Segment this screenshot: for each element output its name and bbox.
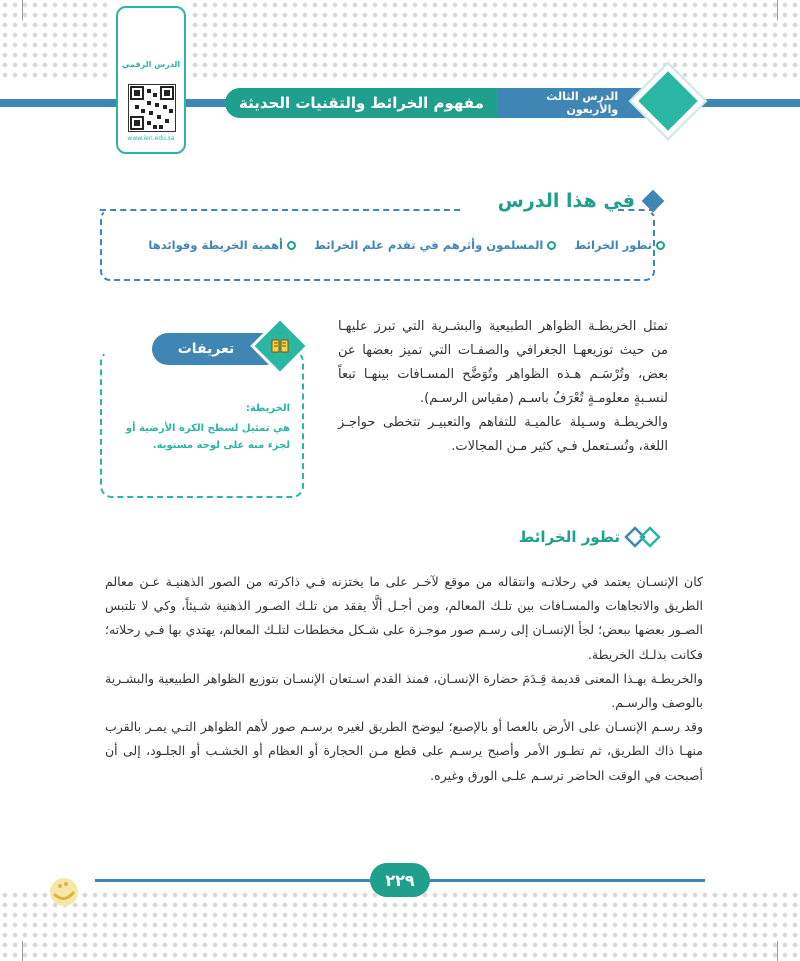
lesson-topic-label: أهمية الخريطة وفوائدها [148, 238, 283, 252]
body-paragraph: وقد رسـم الإنسـان على الأرض بالعصا أو بالإصبع؛ ليوضح الطريق لغيره برسـم صور لأهم الظواهر التـي يمـر بالقرب منهـا ذاك الطريق، ثم تطـور الأمر وأصبح يرسـم على قطع مـن الحجارة أو العظام أو الخشـب أو الجلـود، إلى أن أصبحت في الوقت الحاضر ترسـم علـى الورق وغيره. [105, 719, 703, 783]
lesson-topic-label: تطور الخرائط [574, 238, 652, 252]
lesson-topic[interactable] [574, 238, 665, 252]
book-icon [270, 336, 290, 356]
lesson-topic[interactable] [148, 238, 296, 252]
lesson-title: مفهوم الخرائط والتقنيات الحديثة [239, 94, 484, 112]
digital-lesson-label: الدرس الرقمي [121, 60, 181, 69]
crop-mark [777, 941, 778, 961]
digital-lesson-url[interactable]: www.ien.edu.sa [127, 135, 175, 142]
intro-paragraph: تمثل الخريطـة الظواهر الطبيعية والبشـرية التي تبرز عليهـا من حيث توزيعهـا الجغرافي والصفـات التي تميز بعضها عن بعض، وتُرْسَـم هـذه الظواهر وتُوَضَّح المسـافات بينهـا تبعاً لنسـبةٍ معلومـةٍ تُعْرَفُ باسـم (مقياس الرسـم). [338, 319, 668, 406]
circle-bullet-icon [656, 241, 665, 250]
section-body [105, 570, 703, 788]
publisher-logo-icon [42, 870, 82, 910]
body-paragraph: والخريطـة بهـذا المعنى قديمة قِـدَمَ حضارة الإنسـان، فمنذ القدم اسـتعان الإنسـان بتوزيع الظواهر الطبيعية والبشـرية بالوصف والرسـم. [105, 670, 703, 711]
body-paragraph: كان الإنسـان يعتمد في رحلاتـه وانتقاله من موقع لآخـر على ما يختزنه فـي ذاكرته من الصور الذهنيـة عـن معالم الطريق والاتجاهات والمسـافات بين تلـك المعالم، ومن أجـل ألَّا يفقد من تلـك الصـور الذهنية شـيئاً، وكي لا تلتبس الصـور بعضها ببعض؛ لجأ الإنسـان إلى رسـم صور موجـزة على شـكل مخططات لتلـك المعالم، يهتدي بها فـي رحلاته؛ فكانت بذلـك الخريطة. [105, 574, 703, 662]
header-diamond-icon [638, 71, 697, 130]
double-diamond-icon [624, 526, 664, 548]
crop-mark [22, 0, 23, 20]
intro-text [338, 315, 668, 459]
page-number: ٢٢٩ [370, 863, 430, 897]
dot-pattern [0, 0, 110, 80]
digital-lesson-card[interactable] [116, 6, 186, 154]
dot-pattern [190, 0, 800, 80]
lesson-header [225, 88, 665, 118]
lesson-topic[interactable] [314, 238, 556, 252]
crop-mark [22, 941, 23, 961]
frame-top-border [100, 209, 460, 211]
lesson-number-label: الدرس الثالث والأربعون [498, 88, 624, 118]
circle-bullet-icon [547, 241, 556, 250]
intro-paragraph: والخريطـة وسـيلة عالميـة للتفاهم والتعبيـر تتخطى حواجـز اللغة، وتُسـتعمل فـي كثير مـن المجالات. [338, 415, 668, 454]
dot-pattern [0, 890, 800, 961]
definitions-heading: تعريفات [152, 333, 282, 365]
in-this-lesson-heading: في هذا الدرس [497, 190, 635, 212]
lesson-topics-list [120, 238, 665, 252]
qr-code-icon[interactable] [128, 84, 176, 132]
frame-top-border [618, 209, 655, 211]
definition-text: هي تمثيل لسطح الكرة الأرضية أو لجزء منه على لوحة مستوية. [125, 423, 290, 451]
crop-mark [777, 0, 778, 20]
definition-term: الخريطة: [245, 403, 290, 414]
circle-bullet-icon [287, 241, 296, 250]
lesson-topic-label: المسلمون وأثرهم في تقدم علم الخرائط [314, 238, 544, 252]
section-heading: تطور الخرائط [518, 528, 620, 546]
